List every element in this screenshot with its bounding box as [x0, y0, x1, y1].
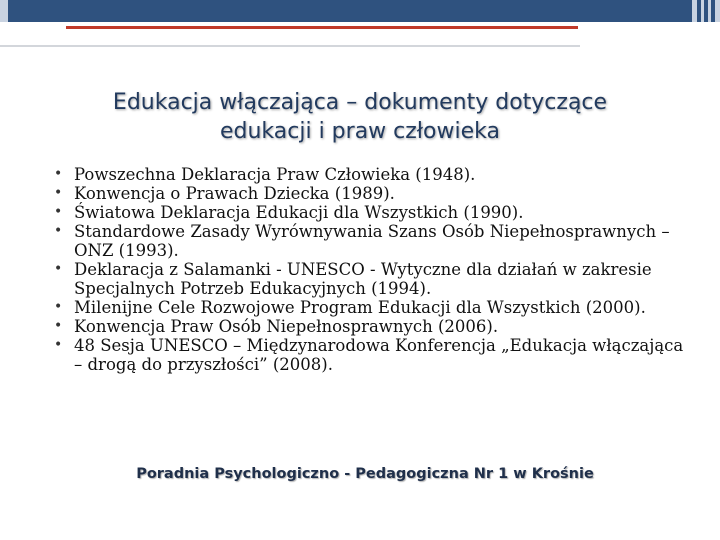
bullet-item	[48, 260, 688, 298]
bullet-icon: •	[54, 261, 63, 277]
bullet-list	[48, 165, 688, 374]
bullet-text: Konwencja Praw Osób Niepełnosprawnych (2006).	[74, 317, 499, 336]
bullet-text: Światowa Deklaracja Edukacji dla Wszystkich (1990).	[74, 203, 524, 222]
bullet-text: Powszechna Deklaracja Praw Człowieka (1948).	[74, 165, 476, 184]
bullet-item	[48, 203, 688, 222]
bullet-icon: •	[54, 223, 63, 239]
bullet-item	[48, 222, 688, 260]
bullet-text: Milenijne Cele Rozwojowe Program Edukacji dla Wszystkich (2000).	[74, 298, 646, 317]
accent-rule	[66, 26, 578, 29]
slide-title-line: edukacji i praw człowieka	[219, 119, 500, 144]
header-stripe	[711, 0, 715, 22]
bullet-item	[48, 184, 688, 203]
slide-title	[40, 88, 680, 146]
header-band	[8, 0, 692, 22]
bullet-icon: •	[54, 318, 63, 334]
header-stripe	[697, 0, 701, 22]
bullet-text: Konwencja o Prawach Dziecka (1989).	[74, 184, 395, 203]
bullet-icon: •	[54, 299, 63, 315]
bullet-icon: •	[54, 337, 63, 353]
bullet-item	[48, 336, 688, 374]
header-stripe	[704, 0, 708, 22]
footer-institution: Poradnia Psychologiczno - Pedagogiczna Nr 1 w Krośnie	[136, 466, 594, 482]
bullet-text: Standardowe Zasady Wyrównywania Szans Osób Niepełnosprawnych – ONZ (1993).	[74, 222, 670, 260]
slide-title-line: Edukacja włączająca – dokumenty dotyczące	[112, 90, 608, 115]
bullet-icon: •	[54, 185, 63, 201]
bullet-icon: •	[54, 166, 63, 182]
divider-rule	[0, 45, 580, 47]
bullet-item	[48, 317, 688, 336]
bullet-text: 48 Sesja UNESCO – Międzynarodowa Konferencja „Edukacja włączająca – drogą do przyszłości” (2008).	[74, 336, 684, 374]
bullet-text: Deklaracja z Salamanki - UNESCO - Wytyczne dla działań w zakresie Specjalnych Potrzeb Edukacyjnych (1994).	[74, 260, 652, 298]
bullet-item	[48, 165, 688, 184]
bullet-icon: •	[54, 204, 63, 220]
bullet-item	[48, 298, 688, 317]
